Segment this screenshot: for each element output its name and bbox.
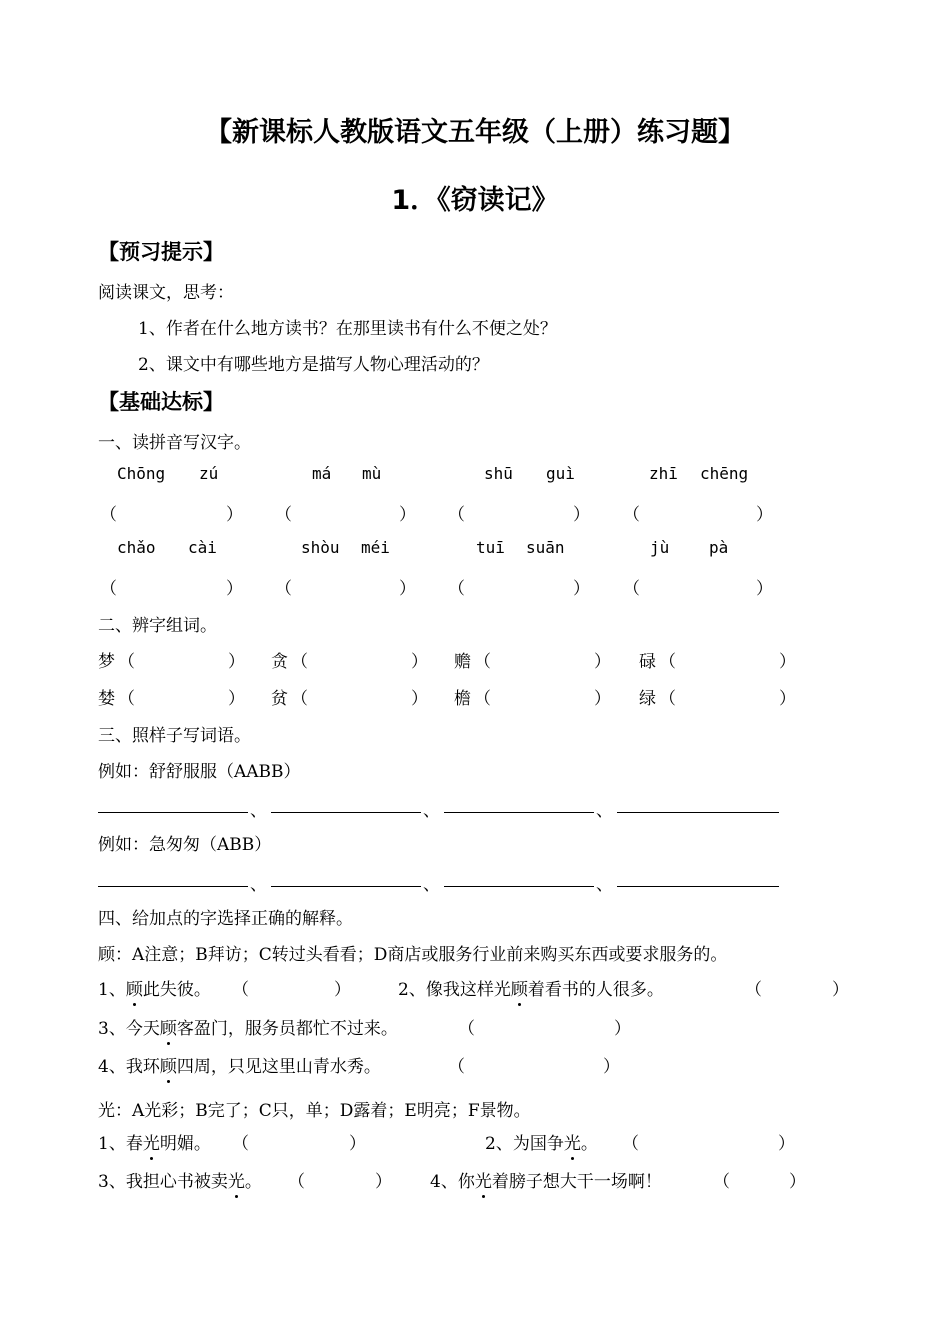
answer-line [444, 812, 594, 813]
word-char: 檐 [454, 689, 471, 709]
preview-question-2: 2、课文中有哪些地方是描写人物心理活动的？ [138, 355, 489, 375]
answer-bracket-open: （ [288, 1172, 305, 1192]
preview-intro: 阅读课文，思考： [98, 283, 234, 303]
pinyin: tuī [476, 538, 505, 557]
gu-question-4: 4、我环顾四周，只见这里山青水秀。 [98, 1052, 381, 1077]
guang-definitions: 光：A光彩；B完了；C只，单；D露着；E明亮；F景物。 [98, 1101, 531, 1121]
pinyin: shū [484, 464, 513, 483]
answer-bracket-open: （ [745, 980, 762, 1000]
answer-bracket-close: ） [399, 579, 416, 599]
answer-bracket-close: ） [832, 980, 849, 1000]
guang-question-1: 1、春光明媚。 [98, 1129, 211, 1154]
dotted-char: 光 [475, 1167, 492, 1192]
pinyin: méi [361, 538, 390, 557]
example-aabb: 例如：舒舒服服（AABB） [98, 762, 301, 782]
separator: 、 [596, 875, 613, 895]
answer-bracket-close: ） [603, 1057, 620, 1077]
answer-bracket-open: （ [275, 505, 292, 525]
word-char: 绿 [639, 689, 656, 709]
answer-bracket-open: （ [458, 1019, 475, 1039]
answer-bracket-close: ） [594, 689, 611, 709]
dotted-char: 光 [143, 1129, 160, 1154]
pinyin: mù [362, 464, 382, 483]
answer-bracket-close: ） [789, 1172, 806, 1192]
answer-bracket-close: ） [375, 1172, 392, 1192]
answer-bracket-open: （ [474, 652, 491, 672]
answer-bracket-close: ） [779, 689, 796, 709]
separator: 、 [250, 801, 267, 821]
gu-question-3: 3、今天顾客盈门，服务员都忙不过来。 [98, 1014, 398, 1039]
separator: 、 [423, 801, 440, 821]
dotted-char: 光 [228, 1167, 245, 1192]
separator: 、 [250, 875, 267, 895]
preview-question-1: 1、作者在什么地方读书？在那里读书有什么不便之处？ [138, 319, 557, 339]
answer-bracket-open: （ [291, 652, 308, 672]
answer-bracket-close: ） [573, 505, 590, 525]
section-1-title: 一、读拼音写汉字。 [98, 433, 251, 453]
answer-bracket-open: （ [448, 579, 465, 599]
lesson-title: 1．《窃读记》 [391, 185, 559, 216]
answer-bracket-open: （ [622, 1134, 639, 1154]
answer-bracket-close: ） [594, 652, 611, 672]
word-char: 赡 [454, 652, 471, 672]
pinyin: chēng [700, 464, 749, 483]
answer-bracket-close: ） [779, 652, 796, 672]
section-4-title: 四、给加点的字选择正确的解释。 [98, 909, 353, 929]
answer-bracket-close: ） [228, 689, 245, 709]
word-char: 梦 [98, 652, 115, 672]
word-char: 贫 [271, 689, 288, 709]
dotted-char: 顾 [160, 1014, 177, 1039]
preview-heading: 【预习提示】 [98, 240, 224, 264]
pinyin: má [312, 464, 332, 483]
answer-bracket-close: ） [228, 652, 245, 672]
answer-line [98, 812, 248, 813]
section-2-title: 二、辨字组词。 [98, 616, 217, 636]
answer-bracket-open: （ [623, 505, 640, 525]
answer-bracket-close: ） [399, 505, 416, 525]
answer-bracket-open: （ [118, 689, 135, 709]
answer-bracket-open: （ [448, 1057, 465, 1077]
example-abb: 例如：急匆匆（ABB） [98, 835, 272, 855]
answer-bracket-open: （ [275, 579, 292, 599]
guang-question-4: 4、你光着膀子想大干一场啊！ [430, 1167, 662, 1192]
answer-bracket-close: ） [756, 579, 773, 599]
answer-line [617, 886, 779, 887]
guang-question-2: 2、为国争光。 [485, 1129, 598, 1154]
answer-bracket-open: （ [232, 1134, 249, 1154]
pinyin: pà [709, 538, 729, 557]
word-char: 碌 [639, 652, 656, 672]
pinyin: guì [546, 464, 575, 483]
answer-bracket-open: （ [100, 505, 117, 525]
pinyin: zú [199, 464, 219, 483]
answer-bracket-open: （ [659, 689, 676, 709]
dotted-char: 顾 [160, 1052, 177, 1077]
answer-bracket-open: （ [100, 579, 117, 599]
answer-bracket-close: ） [756, 505, 773, 525]
answer-bracket-open: （ [713, 1172, 730, 1192]
answer-line [271, 886, 421, 887]
answer-bracket-close: ） [349, 1134, 366, 1154]
page-title: 【新课标人教版语文五年级（上册）练习题】 [205, 117, 745, 148]
gu-question-2: 2、像我这样光顾着看书的人很多。 [398, 975, 664, 1000]
pinyin: shòu [301, 538, 340, 557]
dotted-char: 顾 [126, 975, 143, 1000]
guang-question-3: 3、我担心书被卖光。 [98, 1167, 262, 1192]
answer-line [271, 812, 421, 813]
pinyin: cài [188, 538, 217, 557]
answer-bracket-close: ） [411, 652, 428, 672]
answer-bracket-close: ） [614, 1019, 631, 1039]
answer-bracket-close: ） [226, 579, 243, 599]
gu-question-1: 1、顾此失彼。 [98, 975, 211, 1000]
answer-line [98, 886, 248, 887]
answer-bracket-open: （ [118, 652, 135, 672]
answer-line [617, 812, 779, 813]
answer-bracket-open: （ [474, 689, 491, 709]
pinyin: Chōng [117, 464, 166, 483]
section-3-title: 三、照样子写词语。 [98, 726, 251, 746]
dotted-char: 光 [564, 1129, 581, 1154]
dotted-char: 顾 [511, 975, 528, 1000]
answer-bracket-open: （ [659, 652, 676, 672]
answer-bracket-close: ） [334, 980, 351, 1000]
answer-bracket-close: ） [411, 689, 428, 709]
gu-definitions: 顾：A注意；B拜访；C转过头看看；D商店或服务行业前来购买东西或要求服务的。 [98, 945, 728, 965]
separator: 、 [596, 801, 613, 821]
answer-bracket-open: （ [291, 689, 308, 709]
answer-bracket-open: （ [232, 980, 249, 1000]
basics-heading: 【基础达标】 [98, 390, 224, 414]
answer-bracket-close: ） [573, 579, 590, 599]
pinyin: suān [526, 538, 565, 557]
pinyin: jù [650, 538, 670, 557]
pinyin: chǎo [117, 538, 156, 557]
answer-bracket-close: ） [226, 505, 243, 525]
word-char: 婪 [98, 689, 115, 709]
word-char: 贪 [271, 652, 288, 672]
answer-line [444, 886, 594, 887]
pinyin: zhī [649, 464, 678, 483]
separator: 、 [423, 875, 440, 895]
answer-bracket-open: （ [623, 579, 640, 599]
answer-bracket-close: ） [778, 1134, 795, 1154]
answer-bracket-open: （ [448, 505, 465, 525]
